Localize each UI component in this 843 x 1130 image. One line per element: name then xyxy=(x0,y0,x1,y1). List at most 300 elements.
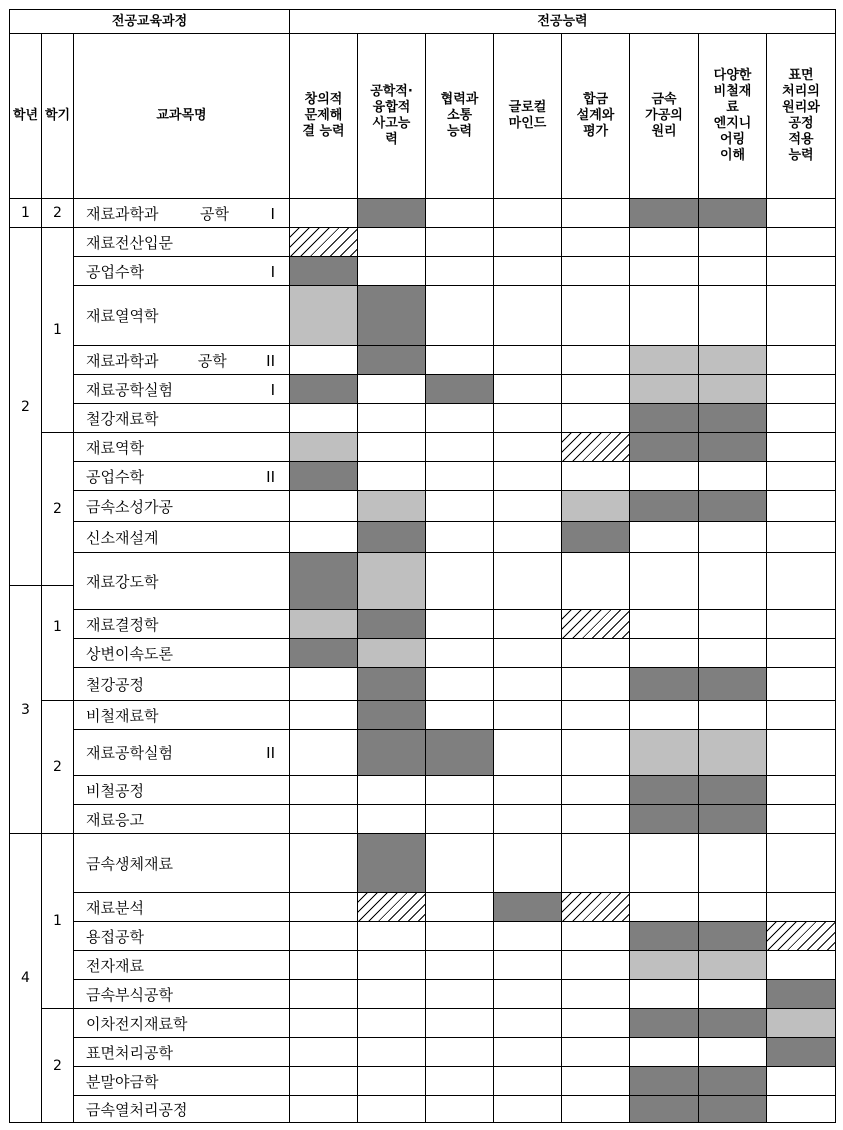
competency-mark-cell xyxy=(561,374,629,403)
competency-mark-cell xyxy=(561,638,629,667)
competency-mark-cell xyxy=(289,979,357,1008)
subject-name xyxy=(73,256,289,285)
competency-mark-cell xyxy=(493,804,561,833)
competency-mark-cell xyxy=(425,345,493,374)
competency-mark-cell xyxy=(357,256,425,285)
competency-mark-cell xyxy=(493,1095,561,1122)
competency-mark-cell xyxy=(698,609,766,638)
competency-mark-cell xyxy=(698,638,766,667)
competency-mark-cell xyxy=(698,1066,766,1095)
competency-mark-cell xyxy=(357,950,425,979)
group-header-competency-text: 전공능력 xyxy=(537,13,588,29)
competency-mark-cell xyxy=(698,198,766,227)
semester-cell-text: 1 xyxy=(53,322,62,338)
competency-mark-cell xyxy=(289,521,357,552)
competency-mark-cell xyxy=(629,833,698,892)
semester-cell-text: 2 xyxy=(53,205,62,221)
competency-mark-cell xyxy=(561,432,629,461)
competency-mark-cell xyxy=(766,1066,835,1095)
semester-cell xyxy=(41,1008,73,1122)
subject-name-text: 재료열역학 xyxy=(86,307,159,325)
competency-mark-cell xyxy=(561,1008,629,1037)
competency-mark-cell xyxy=(561,552,629,609)
subject-name xyxy=(73,833,289,892)
subject-name xyxy=(73,403,289,432)
competency-mark-cell xyxy=(357,804,425,833)
year-cell xyxy=(9,833,41,1122)
competency-mark-cell xyxy=(289,804,357,833)
competency-mark-cell xyxy=(425,667,493,700)
competency-mark-cell xyxy=(493,609,561,638)
competency-mark-cell xyxy=(698,403,766,432)
competency-mark-cell xyxy=(698,1095,766,1122)
competency-mark-cell xyxy=(629,804,698,833)
competency-mark-cell xyxy=(493,921,561,950)
competency-mark-cell xyxy=(493,198,561,227)
competency-mark-cell xyxy=(629,521,698,552)
column-header-semester xyxy=(41,33,73,198)
table-bottom-border xyxy=(9,1122,836,1123)
competency-mark-cell xyxy=(561,1066,629,1095)
competency-mark-cell xyxy=(425,950,493,979)
competency-mark-cell xyxy=(698,1008,766,1037)
column-header-competency xyxy=(766,33,835,198)
semester-cell-text: 1 xyxy=(53,618,62,635)
competency-mark-cell xyxy=(425,609,493,638)
column-header-year xyxy=(9,33,41,198)
competency-mark-cell xyxy=(357,833,425,892)
competency-mark-cell xyxy=(698,552,766,609)
competency-mark-cell xyxy=(289,700,357,729)
competency-mark-cell xyxy=(493,1066,561,1095)
competency-mark-cell xyxy=(357,609,425,638)
semester-cell-text: 2 xyxy=(53,1057,62,1074)
column-header-competency xyxy=(698,33,766,198)
year-cell-text: 1 xyxy=(21,205,30,221)
competency-mark-cell xyxy=(629,490,698,521)
subject-name xyxy=(73,461,289,490)
year-cell xyxy=(9,198,41,227)
competency-mark-cell xyxy=(289,609,357,638)
subject-name xyxy=(73,552,289,609)
competency-mark-cell xyxy=(357,700,425,729)
semester-cell-text: 2 xyxy=(53,759,62,775)
competency-mark-cell xyxy=(629,892,698,921)
competency-mark-cell xyxy=(766,921,835,950)
subject-name xyxy=(73,285,289,345)
subject-name xyxy=(73,729,289,775)
competency-mark-cell xyxy=(289,490,357,521)
competency-mark-cell xyxy=(425,521,493,552)
competency-mark-cell xyxy=(289,833,357,892)
competency-mark-cell xyxy=(698,667,766,700)
competency-mark-cell xyxy=(629,374,698,403)
competency-mark-cell xyxy=(629,461,698,490)
competency-mark-cell xyxy=(425,403,493,432)
competency-mark-cell xyxy=(629,638,698,667)
competency-mark-cell xyxy=(357,374,425,403)
subject-name xyxy=(73,921,289,950)
competency-mark-cell xyxy=(766,729,835,775)
competency-mark-cell xyxy=(629,609,698,638)
competency-mark-cell xyxy=(493,461,561,490)
competency-mark-cell xyxy=(425,700,493,729)
competency-mark-cell xyxy=(698,345,766,374)
year-cell xyxy=(9,227,41,585)
subject-name-text: 상변이속도론 xyxy=(86,644,173,663)
group-header-curriculum xyxy=(9,9,289,33)
subject-name xyxy=(73,804,289,833)
competency-mark-cell xyxy=(698,432,766,461)
competency-mark-cell xyxy=(289,1037,357,1066)
subject-name-text: 이차전지재료학 xyxy=(86,1014,188,1033)
semester-cell-text: 2 xyxy=(53,501,62,517)
subject-name-text: 재료분석 xyxy=(86,898,144,917)
column-header-competency-text: 다양한 비철재 료 엔지니 어링 이해 xyxy=(713,68,752,163)
competency-mark-cell xyxy=(289,285,357,345)
competency-mark-cell xyxy=(629,979,698,1008)
competency-mark-cell xyxy=(561,609,629,638)
competency-mark-cell xyxy=(425,227,493,256)
subject-name-text: 용접공학 xyxy=(86,927,144,946)
competency-mark-cell xyxy=(698,921,766,950)
competency-mark-cell xyxy=(425,1008,493,1037)
competency-mark-cell xyxy=(766,345,835,374)
competency-mark-cell xyxy=(766,403,835,432)
subject-name-text: 전자재료 xyxy=(86,956,144,975)
subject-name xyxy=(73,227,289,256)
competency-mark-cell xyxy=(629,775,698,804)
subject-name-text: 금속부식공학 xyxy=(86,985,173,1004)
competency-mark-cell xyxy=(629,345,698,374)
competency-mark-cell xyxy=(357,1008,425,1037)
table-right-border xyxy=(835,9,836,1122)
competency-mark-cell xyxy=(698,700,766,729)
subject-name-text: 비철재료학 xyxy=(86,706,159,725)
competency-mark-cell xyxy=(493,892,561,921)
column-header-competency-text: 합금 설계와 평가 xyxy=(576,92,615,139)
competency-mark-cell xyxy=(561,521,629,552)
competency-mark-cell xyxy=(357,667,425,700)
competency-mark-cell xyxy=(493,403,561,432)
competency-mark-cell xyxy=(357,227,425,256)
competency-mark-cell xyxy=(289,638,357,667)
competency-mark-cell xyxy=(561,950,629,979)
subject-name-text: 재료결정학 xyxy=(86,615,159,634)
competency-mark-cell xyxy=(766,1008,835,1037)
subject-name xyxy=(73,374,289,403)
competency-mark-cell xyxy=(289,432,357,461)
subject-name xyxy=(73,432,289,461)
competency-mark-cell xyxy=(561,729,629,775)
competency-mark-cell xyxy=(629,552,698,609)
competency-mark-cell xyxy=(561,804,629,833)
year-cell xyxy=(9,585,41,833)
competency-mark-cell xyxy=(289,950,357,979)
competency-mark-cell xyxy=(766,432,835,461)
semester-cell xyxy=(41,198,73,227)
competency-mark-cell xyxy=(561,403,629,432)
column-header-competency-text: 글로컬 마인드 xyxy=(508,100,547,131)
subject-name xyxy=(73,775,289,804)
competency-mark-cell xyxy=(289,256,357,285)
competency-mark-cell xyxy=(561,490,629,521)
competency-mark-cell xyxy=(289,552,357,609)
group-header-competency xyxy=(289,9,835,33)
subject-name xyxy=(73,521,289,552)
subject-name xyxy=(73,950,289,979)
competency-mark-cell xyxy=(698,521,766,552)
semester-cell xyxy=(41,432,73,585)
subject-name xyxy=(73,667,289,700)
competency-mark-cell xyxy=(425,374,493,403)
column-header-subject-text: 교과목명 xyxy=(156,108,207,123)
competency-mark-cell xyxy=(698,892,766,921)
competency-mark-cell xyxy=(561,1037,629,1066)
competency-mark-cell xyxy=(561,667,629,700)
competency-mark-cell xyxy=(289,1008,357,1037)
competency-mark-cell xyxy=(766,700,835,729)
competency-mark-cell xyxy=(493,950,561,979)
competency-mark-cell xyxy=(425,833,493,892)
year-cell-text: 3 xyxy=(21,701,30,718)
competency-mark-cell xyxy=(425,285,493,345)
competency-mark-cell xyxy=(766,198,835,227)
competency-mark-cell xyxy=(698,979,766,1008)
competency-mark-cell xyxy=(425,638,493,667)
subject-name xyxy=(73,700,289,729)
competency-mark-cell xyxy=(698,1037,766,1066)
column-header-year-text: 학년 xyxy=(12,108,39,123)
competency-mark-cell xyxy=(766,374,835,403)
semester-cell-text: 1 xyxy=(53,913,62,929)
subject-name xyxy=(73,609,289,638)
competency-mark-cell xyxy=(629,667,698,700)
competency-mark-cell xyxy=(629,1095,698,1122)
column-header-competency-text: 공학적· 융합적 사고능 력 xyxy=(370,84,413,147)
competency-mark-cell xyxy=(766,227,835,256)
competency-mark-cell xyxy=(425,804,493,833)
subject-name-text: 금속열처리공정 xyxy=(86,1100,188,1119)
column-header-semester-text: 학기 xyxy=(44,108,71,123)
competency-mark-cell xyxy=(493,256,561,285)
competency-mark-cell xyxy=(425,256,493,285)
competency-mark-cell xyxy=(493,432,561,461)
competency-mark-cell xyxy=(629,700,698,729)
competency-mark-cell xyxy=(561,833,629,892)
competency-mark-cell xyxy=(493,227,561,256)
competency-mark-cell xyxy=(629,227,698,256)
competency-mark-cell xyxy=(493,667,561,700)
competency-mark-cell xyxy=(357,490,425,521)
subject-name-text: 철강재료학 xyxy=(86,409,159,428)
competency-mark-cell xyxy=(425,490,493,521)
competency-mark-cell xyxy=(698,374,766,403)
competency-mark-cell xyxy=(561,198,629,227)
competency-mark-cell xyxy=(289,227,357,256)
competency-mark-cell xyxy=(493,979,561,1008)
subject-name-text: 신소재설계 xyxy=(86,528,159,547)
competency-mark-cell xyxy=(561,700,629,729)
subject-name-text: 재료역학 xyxy=(86,438,144,457)
competency-mark-cell xyxy=(766,804,835,833)
subject-name xyxy=(73,1037,289,1066)
competency-mark-cell xyxy=(766,461,835,490)
competency-mark-cell xyxy=(698,729,766,775)
competency-mark-cell xyxy=(629,921,698,950)
competency-mark-cell xyxy=(766,285,835,345)
competency-mark-cell xyxy=(698,490,766,521)
competency-mark-cell xyxy=(425,921,493,950)
competency-mark-cell xyxy=(425,892,493,921)
subject-name xyxy=(73,1066,289,1095)
subject-name-text: 공업수학 II xyxy=(86,467,275,486)
subject-name-text: 재료공학실험 I xyxy=(86,380,275,399)
semester-cell xyxy=(41,227,73,432)
competency-mark-cell xyxy=(766,892,835,921)
competency-mark-cell xyxy=(766,256,835,285)
competency-mark-cell xyxy=(289,403,357,432)
competency-mark-cell xyxy=(357,461,425,490)
semester-cell xyxy=(41,700,73,833)
competency-mark-cell xyxy=(493,700,561,729)
competency-mark-cell xyxy=(425,552,493,609)
competency-mark-cell xyxy=(357,729,425,775)
competency-mark-cell xyxy=(289,921,357,950)
competency-mark-cell xyxy=(357,403,425,432)
competency-mark-cell xyxy=(766,833,835,892)
competency-mark-cell xyxy=(629,1008,698,1037)
subject-name-text: 금속생체재료 xyxy=(86,854,173,873)
competency-mark-cell xyxy=(766,552,835,609)
semester-cell xyxy=(41,585,73,667)
competency-mark-cell xyxy=(561,775,629,804)
subject-name xyxy=(73,345,289,374)
subject-name xyxy=(73,892,289,921)
competency-mark-cell xyxy=(698,461,766,490)
column-header-competency xyxy=(561,33,629,198)
competency-mark-cell xyxy=(425,432,493,461)
competency-mark-cell xyxy=(493,552,561,609)
competency-mark-cell xyxy=(561,256,629,285)
competency-mark-cell xyxy=(493,833,561,892)
competency-mark-cell xyxy=(766,950,835,979)
subject-name xyxy=(73,1095,289,1122)
competency-mark-cell xyxy=(698,227,766,256)
competency-mark-cell xyxy=(561,345,629,374)
competency-mark-cell xyxy=(425,979,493,1008)
column-header-competency-text: 협력과 소통 능력 xyxy=(440,92,479,139)
subject-name xyxy=(73,1008,289,1037)
competency-mark-cell xyxy=(698,775,766,804)
competency-mark-cell xyxy=(289,1066,357,1095)
competency-mark-cell xyxy=(698,256,766,285)
competency-mark-cell xyxy=(561,921,629,950)
competency-mark-cell xyxy=(766,638,835,667)
subject-name-text: 금속소성가공 xyxy=(86,497,173,516)
competency-mark-cell xyxy=(425,1095,493,1122)
competency-mark-cell xyxy=(629,950,698,979)
competency-mark-cell xyxy=(357,432,425,461)
competency-mark-cell xyxy=(357,921,425,950)
competency-mark-cell xyxy=(561,892,629,921)
column-header-competency xyxy=(425,33,493,198)
subject-name-text: 재료강도학 xyxy=(86,572,159,591)
competency-mark-cell xyxy=(493,638,561,667)
competency-mark-cell xyxy=(425,1037,493,1066)
column-header-competency-text: 창의적 문제해 결 능력 xyxy=(302,92,345,139)
subject-name xyxy=(73,979,289,1008)
competency-mark-cell xyxy=(766,490,835,521)
competency-mark-cell xyxy=(357,198,425,227)
group-header-curriculum-text: 전공교육과정 xyxy=(111,13,188,29)
competency-mark-cell xyxy=(766,521,835,552)
competency-mark-cell xyxy=(357,1066,425,1095)
competency-mark-cell xyxy=(357,638,425,667)
competency-mark-cell xyxy=(493,285,561,345)
column-header-competency-text: 금속 가공의 원리 xyxy=(645,92,683,139)
competency-mark-cell xyxy=(357,345,425,374)
competency-mark-cell xyxy=(561,285,629,345)
competency-mark-cell xyxy=(357,552,425,609)
competency-mark-cell xyxy=(698,950,766,979)
subject-name-text: 재료전산입문 xyxy=(86,233,173,252)
subject-name-text: 재료응고 xyxy=(86,810,144,829)
competency-mark-cell xyxy=(698,804,766,833)
competency-mark-cell xyxy=(629,198,698,227)
competency-mark-cell xyxy=(629,729,698,775)
competency-mark-cell xyxy=(766,1037,835,1066)
competency-mark-cell xyxy=(493,1037,561,1066)
competency-mark-cell xyxy=(289,729,357,775)
competency-mark-cell xyxy=(357,521,425,552)
competency-mark-cell xyxy=(289,892,357,921)
competency-mark-cell xyxy=(766,609,835,638)
column-header-competency xyxy=(289,33,357,198)
subject-name xyxy=(73,638,289,667)
competency-mark-cell xyxy=(493,1008,561,1037)
competency-mark-cell xyxy=(561,1095,629,1122)
competency-mark-cell xyxy=(766,979,835,1008)
competency-mark-cell xyxy=(357,979,425,1008)
competency-mark-cell xyxy=(561,227,629,256)
competency-mark-cell xyxy=(493,345,561,374)
competency-mark-cell xyxy=(629,403,698,432)
competency-mark-cell xyxy=(698,833,766,892)
competency-mark-cell xyxy=(425,198,493,227)
competency-mark-cell xyxy=(357,1095,425,1122)
competency-mark-cell xyxy=(561,461,629,490)
competency-mark-cell xyxy=(289,775,357,804)
competency-mark-cell xyxy=(357,1037,425,1066)
competency-mark-cell xyxy=(425,775,493,804)
competency-mark-cell xyxy=(493,374,561,403)
subject-name-text: 표면처리공학 xyxy=(86,1043,173,1062)
competency-mark-cell xyxy=(289,461,357,490)
competency-mark-cell xyxy=(425,729,493,775)
competency-mark-cell xyxy=(289,345,357,374)
subject-name-text: 분말야금학 xyxy=(86,1072,159,1091)
competency-mark-cell xyxy=(357,775,425,804)
subject-name xyxy=(73,198,289,227)
column-header-subject xyxy=(73,33,289,198)
competency-mark-cell xyxy=(629,1066,698,1095)
competency-mark-cell xyxy=(289,374,357,403)
column-header-competency xyxy=(493,33,561,198)
competency-mark-cell xyxy=(425,461,493,490)
competency-mark-cell xyxy=(493,729,561,775)
competency-mark-cell xyxy=(289,1095,357,1122)
